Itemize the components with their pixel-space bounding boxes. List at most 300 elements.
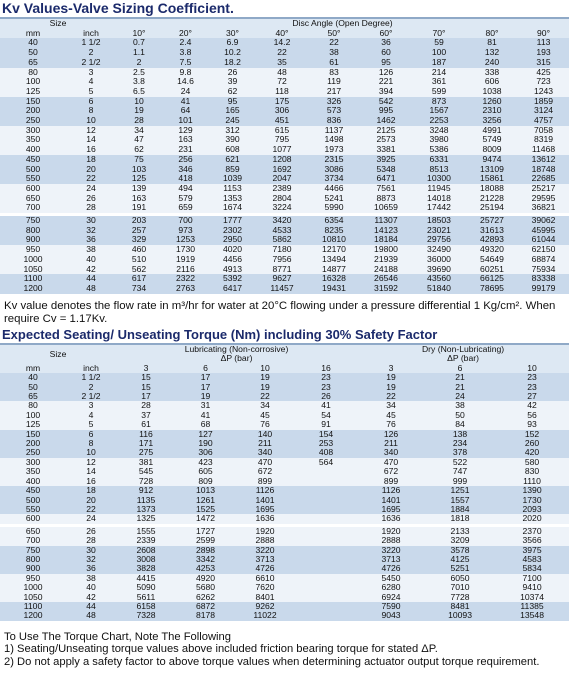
torque-cell: 7728 <box>425 593 495 602</box>
kv-cell: 9.8 <box>162 68 209 78</box>
torque-cell: 6050 <box>425 574 495 583</box>
torque-cell: 2339 <box>116 536 176 545</box>
torque-cell: 4253 <box>176 564 235 573</box>
kv-cell: 4466 <box>308 184 360 194</box>
torque-size-header: Size <box>0 344 116 364</box>
kv-note: Kv value denotes the flow rate in m³/hr for water at 20°C flowing under a pressure differential 1 Kg/cm². When require Cv = 1.17Kv. <box>4 300 556 325</box>
torque-cell <box>295 574 357 583</box>
kv-cell: 4020 <box>209 245 256 255</box>
torque-lub-subheader: ΔP (bar) <box>116 354 357 363</box>
kv-cell: 4991 <box>466 126 518 136</box>
torque-cell: 747 <box>425 467 495 476</box>
torque-row <box>0 477 569 486</box>
kv-cell: 221 <box>360 77 412 87</box>
kv-col-header: mm <box>0 29 66 39</box>
kv-cell: 22 <box>308 38 360 48</box>
torque-cell: 48 <box>66 611 116 620</box>
torque-cell <box>295 514 357 523</box>
torque-note-heading: To Use The Torque Chart, Note The Following <box>4 631 231 643</box>
torque-cell: 1695 <box>235 505 295 514</box>
kv-cell: 542 <box>360 97 412 107</box>
kv-cell: 1038 <box>466 87 518 97</box>
torque-cell: 5 <box>66 420 116 429</box>
kv-cell: 36 <box>66 235 116 245</box>
torque-cell: 1730 <box>495 496 569 505</box>
torque-cell <box>295 527 357 536</box>
torque-row <box>0 564 569 573</box>
torque-cell: 21 <box>425 373 495 382</box>
torque-cell <box>295 505 357 514</box>
kv-cell: 3925 <box>360 155 412 165</box>
torque-cell: 2370 <box>495 527 569 536</box>
kv-cell: 40 <box>0 38 66 48</box>
kv-cell: 1859 <box>518 97 569 107</box>
kv-cell: 83338 <box>518 274 569 284</box>
torque-cell: 300 <box>0 458 66 467</box>
kv-cell: 4 <box>66 77 116 87</box>
torque-cell: 17 <box>176 383 235 392</box>
torque-cell: 11022 <box>235 611 295 620</box>
kv-row <box>0 106 569 116</box>
torque-cell: 50 <box>425 411 495 420</box>
kv-row <box>0 58 569 68</box>
kv-cell: 1674 <box>209 203 256 213</box>
torque-cell: 1261 <box>176 496 235 505</box>
torque-cell <box>295 583 357 592</box>
kv-cell: 8873 <box>360 194 412 204</box>
torque-cell: 900 <box>0 564 66 573</box>
torque-cell: 3008 <box>116 555 176 564</box>
kv-cell: 257 <box>116 226 162 236</box>
kv-row <box>0 97 569 107</box>
torque-cell: 470 <box>357 458 425 467</box>
kv-cell: 579 <box>162 194 209 204</box>
kv-cell: 306 <box>256 106 308 116</box>
kv-cell: 9627 <box>256 274 308 284</box>
kv-cell: 3124 <box>518 106 569 116</box>
torque-cell: 1920 <box>357 527 425 536</box>
kv-cell: 19800 <box>360 245 412 255</box>
kv-cell: 18748 <box>518 165 569 175</box>
torque-cell: 13548 <box>495 611 569 620</box>
kv-cell: 2389 <box>256 184 308 194</box>
torque-cell: 32 <box>66 555 116 564</box>
torque-cell: 400 <box>0 477 66 486</box>
torque-cell: 2133 <box>425 527 495 536</box>
torque-cell: 899 <box>357 477 425 486</box>
torque-cell: 12 <box>66 458 116 467</box>
torque-cell: 1818 <box>425 514 495 523</box>
kv-table <box>0 17 569 294</box>
torque-cell: 45 <box>357 411 425 420</box>
kv-title: Kv Values-Valve Sizing Coefficient. <box>2 0 234 16</box>
kv-cell: 859 <box>209 165 256 175</box>
kv-cell: 100 <box>412 48 466 58</box>
kv-cell: 4913 <box>209 265 256 275</box>
kv-cell: 2315 <box>308 155 360 165</box>
torque-row <box>0 401 569 410</box>
torque-cell: 116 <box>116 430 176 439</box>
torque-row <box>0 496 569 505</box>
kv-cell: 165 <box>209 106 256 116</box>
kv-cell: 39690 <box>412 265 466 275</box>
kv-col-header: 90° <box>518 29 569 39</box>
kv-cell: 4533 <box>256 226 308 236</box>
kv-row <box>0 274 569 284</box>
kv-cell: 2125 <box>360 126 412 136</box>
kv-cell: 326 <box>308 97 360 107</box>
kv-cell: 50 <box>0 48 66 58</box>
kv-cell: 2047 <box>256 174 308 184</box>
kv-cell: 10659 <box>360 203 412 213</box>
torque-cell: 1110 <box>495 477 569 486</box>
torque-cell: 2888 <box>235 536 295 545</box>
torque-cell: 999 <box>425 477 495 486</box>
kv-row <box>0 255 569 265</box>
torque-cell: 19 <box>176 392 235 401</box>
kv-cell: 7.5 <box>162 58 209 68</box>
kv-cell: 59 <box>412 38 466 48</box>
torque-cell: 211 <box>235 439 295 448</box>
kv-cell: 950 <box>0 245 66 255</box>
torque-cell: 260 <box>495 439 569 448</box>
kv-cell: 217 <box>308 87 360 97</box>
kv-cell: 14.2 <box>256 38 308 48</box>
torque-cell: 80 <box>0 401 66 410</box>
torque-dry-subheader: ΔP (bar) <box>357 354 569 363</box>
torque-cell: 30 <box>66 546 116 555</box>
kv-cell: 5 <box>66 87 116 97</box>
torque-col-header: inch <box>66 364 116 373</box>
kv-cell: 26 <box>209 68 256 78</box>
kv-cell: 8513 <box>412 165 466 175</box>
kv-cell: 45995 <box>518 226 569 236</box>
kv-cell: 47 <box>116 135 162 145</box>
kv-cell: 1919 <box>162 255 209 265</box>
kv-cell: 68874 <box>518 255 569 265</box>
torque-cell: 28 <box>116 401 176 410</box>
kv-cell: 4456 <box>209 255 256 265</box>
torque-row <box>0 536 569 545</box>
torque-cell: 253 <box>295 439 357 448</box>
kv-cell: 573 <box>308 106 360 116</box>
kv-cell: 43560 <box>412 274 466 284</box>
torque-cell: 38 <box>66 574 116 583</box>
torque-cell: 76 <box>357 420 425 429</box>
torque-cell: 22 <box>235 392 295 401</box>
kv-row <box>0 284 569 294</box>
kv-cell: 18503 <box>412 216 466 226</box>
kv-cell: 22685 <box>518 174 569 184</box>
kv-col-header: 50° <box>308 29 360 39</box>
kv-cell: 900 <box>0 235 66 245</box>
torque-cell: 126 <box>357 430 425 439</box>
torque-cell: 2898 <box>176 546 235 555</box>
torque-cell: 127 <box>176 430 235 439</box>
kv-row <box>0 265 569 275</box>
kv-cell: 103 <box>116 165 162 175</box>
torque-cell: 19 <box>357 383 425 392</box>
kv-cell: 11307 <box>360 216 412 226</box>
torque-cell: 171 <box>116 439 176 448</box>
kv-cell: 836 <box>308 116 360 126</box>
torque-cell: 912 <box>116 486 176 495</box>
torque-row <box>0 373 569 382</box>
kv-cell: 10 <box>66 116 116 126</box>
torque-cell: 500 <box>0 496 66 505</box>
kv-cell: 19431 <box>308 284 360 294</box>
kv-col-header: 70° <box>412 29 466 39</box>
kv-cell: 25727 <box>466 216 518 226</box>
torque-row <box>0 458 569 467</box>
kv-cell: 101 <box>162 116 209 126</box>
kv-cell: 2.5 <box>116 68 162 78</box>
kv-cell: 200 <box>0 106 66 116</box>
torque-cell: 3220 <box>357 546 425 555</box>
torque-cell: 408 <box>295 448 357 457</box>
kv-cell: 150 <box>0 97 66 107</box>
kv-cell: 54649 <box>466 255 518 265</box>
kv-cell: 187 <box>412 58 466 68</box>
kv-cell: 38 <box>66 245 116 255</box>
torque-cell: 7010 <box>425 583 495 592</box>
kv-cell: 7180 <box>256 245 308 255</box>
torque-cell: 76 <box>235 420 295 429</box>
kv-cell: 734 <box>116 284 162 294</box>
torque-cell: 19 <box>235 373 295 382</box>
torque-cell: 6262 <box>176 593 235 602</box>
kv-cell: 451 <box>256 116 308 126</box>
torque-cell: 378 <box>425 448 495 457</box>
torque-cell: 2 1/2 <box>66 392 116 401</box>
torque-cell: 1557 <box>425 496 495 505</box>
kv-col-header: 80° <box>466 29 518 39</box>
kv-cell: 995 <box>360 106 412 116</box>
kv-cell: 36000 <box>412 255 466 265</box>
kv-cell: 240 <box>466 58 518 68</box>
kv-cell: 95 <box>360 58 412 68</box>
torque-cell: 37 <box>116 411 176 420</box>
torque-cell: 7590 <box>357 602 425 611</box>
kv-cell: 460 <box>116 245 162 255</box>
kv-cell: 42 <box>66 265 116 275</box>
torque-cell: 41 <box>176 411 235 420</box>
kv-cell: 1208 <box>256 155 308 165</box>
kv-cell: 1200 <box>0 284 66 294</box>
torque-cell: 950 <box>0 574 66 583</box>
torque-cell: 4125 <box>425 555 495 564</box>
torque-cell: 605 <box>176 467 235 476</box>
torque-title: Expected Seating/ Unseating Torque (Nm) including 30% Safety Factor <box>2 327 438 342</box>
kv-cell: 6354 <box>308 216 360 226</box>
kv-cell: 659 <box>162 203 209 213</box>
kv-cell: 100 <box>0 77 66 87</box>
kv-cell: 1253 <box>162 235 209 245</box>
kv-cell: 10.2 <box>209 48 256 58</box>
kv-cell: 7956 <box>256 255 308 265</box>
torque-cell: 545 <box>116 467 176 476</box>
kv-cell: 163 <box>162 135 209 145</box>
torque-cell: 275 <box>116 448 176 457</box>
torque-cell: 1920 <box>235 527 295 536</box>
torque-cell: 1472 <box>176 514 235 523</box>
torque-cell: 1050 <box>0 593 66 602</box>
kv-row <box>0 87 569 97</box>
kv-row <box>0 194 569 204</box>
kv-cell: 99179 <box>518 284 569 294</box>
kv-cell: 65 <box>0 58 66 68</box>
torque-cell: 2 <box>66 383 116 392</box>
torque-cell: 4583 <box>495 555 569 564</box>
torque-cell: 8178 <box>176 611 235 620</box>
torque-cell: 10 <box>66 448 116 457</box>
kv-cell: 6417 <box>209 284 256 294</box>
kv-cell: 2 <box>66 48 116 58</box>
kv-cell: 3980 <box>412 135 466 145</box>
kv-cell: 129 <box>162 126 209 136</box>
kv-cell: 723 <box>518 77 569 87</box>
kv-cell: 66125 <box>466 274 518 284</box>
kv-cell: 62150 <box>518 245 569 255</box>
torque-cell: 42 <box>495 401 569 410</box>
torque-note-2: 2) Do not apply a safety factor to above torque values when determining actuator output torque requirement. <box>4 655 540 668</box>
torque-cell: 1 1/2 <box>66 373 116 382</box>
torque-cell: 4415 <box>116 574 176 583</box>
torque-cell: 3566 <box>495 536 569 545</box>
torque-cell: 1126 <box>235 486 295 495</box>
kv-cell: 1000 <box>0 255 66 265</box>
kv-cell: 16328 <box>308 274 360 284</box>
kv-cell: 5392 <box>209 274 256 284</box>
kv-cell: 34 <box>116 126 162 136</box>
torque-cell: 1013 <box>176 486 235 495</box>
torque-cell: 40 <box>0 373 66 382</box>
torque-row <box>0 593 569 602</box>
kv-cell: 400 <box>0 145 66 155</box>
kv-cell: 14018 <box>412 194 466 204</box>
kv-cell: 500 <box>0 165 66 175</box>
kv-cell: 3.8 <box>162 48 209 58</box>
torque-cell: 15 <box>116 383 176 392</box>
kv-cell: 617 <box>116 274 162 284</box>
kv-cell: 20 <box>66 165 116 175</box>
torque-col-header: 6 <box>425 364 495 373</box>
torque-cell: 1325 <box>116 514 176 523</box>
kv-cell: 5862 <box>256 235 308 245</box>
torque-col-header: 10 <box>235 364 295 373</box>
torque-cell: 4920 <box>176 574 235 583</box>
torque-cell: 5611 <box>116 593 176 602</box>
kv-cell: 125 <box>116 174 162 184</box>
kv-cell: 36821 <box>518 203 569 213</box>
kv-row <box>0 48 569 58</box>
kv-cell: 1050 <box>0 265 66 275</box>
torque-lub-header: Lubricating (Non-corrosive) <box>116 344 357 354</box>
torque-cell: 1100 <box>0 602 66 611</box>
kv-cell: 1.1 <box>116 48 162 58</box>
kv-cell: 72 <box>256 77 308 87</box>
torque-cell: 9043 <box>357 611 425 620</box>
torque-cell: 580 <box>495 458 569 467</box>
torque-row <box>0 420 569 429</box>
torque-cell: 700 <box>0 536 66 545</box>
kv-cell: 38 <box>308 48 360 58</box>
torque-cell: 54 <box>295 411 357 420</box>
torque-cell: 23 <box>295 373 357 382</box>
torque-cell: 800 <box>0 555 66 564</box>
kv-cell: 800 <box>0 226 66 236</box>
torque-cell: 24 <box>425 392 495 401</box>
kv-cell: 24 <box>162 87 209 97</box>
kv-cell: 163 <box>116 194 162 204</box>
kv-cell: 10 <box>116 97 162 107</box>
kv-cell: 41 <box>162 97 209 107</box>
kv-cell: 118 <box>256 87 308 97</box>
kv-cell: 5990 <box>308 203 360 213</box>
kv-cell: 191 <box>116 203 162 213</box>
torque-row <box>0 392 569 401</box>
kv-cell: 6331 <box>412 155 466 165</box>
kv-cell: 3256 <box>466 116 518 126</box>
torque-cell: 1636 <box>357 514 425 523</box>
torque-cell: 10374 <box>495 593 569 602</box>
kv-cell: 39 <box>209 77 256 87</box>
kv-cell: 60251 <box>466 265 518 275</box>
torque-cell: 18 <box>66 486 116 495</box>
torque-cell <box>295 467 357 476</box>
kv-cell: 10300 <box>412 174 466 184</box>
torque-cell: 23 <box>295 383 357 392</box>
torque-cell: 9262 <box>235 602 295 611</box>
kv-cell: 8009 <box>466 145 518 155</box>
torque-cell <box>295 555 357 564</box>
torque-cell: 1727 <box>176 527 235 536</box>
kv-cell: 24188 <box>360 265 412 275</box>
kv-cell: 26 <box>66 194 116 204</box>
kv-cell: 36 <box>360 38 412 48</box>
kv-cell: 599 <box>412 87 466 97</box>
kv-cell: 0.7 <box>116 38 162 48</box>
torque-cell: 28 <box>66 536 116 545</box>
torque-cell: 1390 <box>495 486 569 495</box>
kv-row <box>0 226 569 236</box>
torque-cell: 340 <box>235 448 295 457</box>
kv-col-header: 40° <box>256 29 308 39</box>
kv-cell: 450 <box>0 155 66 165</box>
kv-angle-header: Disc Angle (Open Degree) <box>116 18 569 29</box>
kv-cell: 25217 <box>518 184 569 194</box>
torque-row <box>0 486 569 495</box>
torque-cell: 19 <box>357 373 425 382</box>
kv-row <box>0 145 569 155</box>
torque-row <box>0 411 569 420</box>
torque-cell: 2020 <box>495 514 569 523</box>
kv-cell: 700 <box>0 203 66 213</box>
kv-cell: 2322 <box>162 274 209 284</box>
kv-cell: 873 <box>412 97 466 107</box>
torque-cell: 672 <box>357 467 425 476</box>
torque-cell: 26 <box>295 392 357 401</box>
torque-cell: 2608 <box>116 546 176 555</box>
torque-cell: 423 <box>176 458 235 467</box>
torque-row <box>0 555 569 564</box>
torque-col-header: 6 <box>176 364 235 373</box>
torque-cell: 16 <box>66 477 116 486</box>
torque-cell: 672 <box>235 467 295 476</box>
kv-cell: 14.6 <box>162 77 209 87</box>
kv-cell: 1498 <box>308 135 360 145</box>
kv-cell: 3381 <box>360 145 412 155</box>
